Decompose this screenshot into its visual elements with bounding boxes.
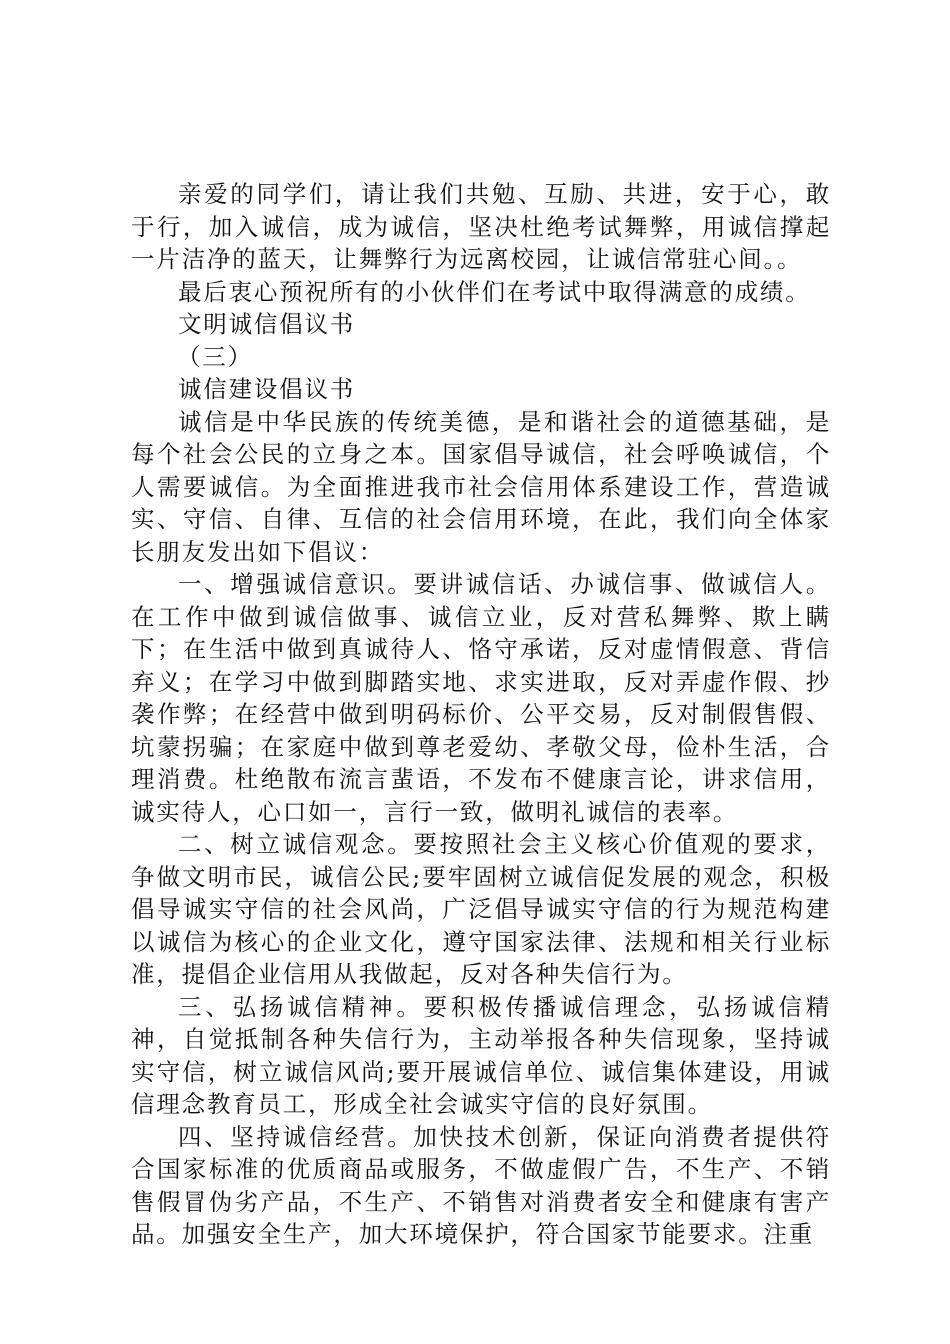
paragraph-point-1: 一、增强诚信意识。要讲诚信话、办诚信事、做诚信人。在工作中做到诚信做事、诚信立业，反对营私舞弊、欺上瞒下；在生活中做到真诚待人、恪守承诺，反对虚情假意、背信弃义；在学习中做到脚踏实地、求实进取，反对弄虚作假、抄袭作弊；在经营中做到明码标价、公平交易，反对制假售假、坑蒙拐骗；在家庭中做到尊老爱幼、孝敬父母，俭朴生活，合理消费。杜绝散布流言蜚语，不发布不健康言论，讲求信用，诚实待人，心口如一，言行一致，做明礼诚信的表率。 xyxy=(131,570,831,826)
paragraph-point-3: 三、弘扬诚信精神。要积极传播诚信理念，弘扬诚信精神，自觉抵制各种失信行为，主动举报各种失信现象，坚持诚实守信，树立诚信风尚;要开展诚信单位、诚信集体建设，用诚信理念教育员工，形成全社会诚实守信的良好氛围。 xyxy=(131,992,831,1118)
paragraph-intro: 诚信是中华民族的传统美德，是和谐社会的道德基础，是每个社会公民的立身之本。国家倡导诚信，社会呼唤诚信，个人需要诚信。为全面推进我市社会信用体系建设工作，营造诚实、守信、自律、互信的社会信用环境，在此，我们向全体家长朋友发出如下倡议： xyxy=(131,407,831,566)
paragraph-closing-appeal: 亲爱的同学们，请让我们共勉、互励、共进，安于心，敢于行，加入诚信，成为诚信，坚决杜绝考试舞弊，用诚信撑起一片洁净的蓝天，让舞弊行为远离校园，让诚信常驻心间。。 xyxy=(131,180,831,273)
section-title: 文明诚信倡议书 xyxy=(178,310,356,338)
paragraph-best-wishes: 最后衷心预祝所有的小伙伴们在考试中取得满意的成绩。 xyxy=(178,277,811,306)
paragraph-point-2: 二、树立诚信观念。要按照社会主义核心价值观的要求，争做文明市民，诚信公民;要牢固树立诚信促发展的观念，积极倡导诚实守信的社会风尚，广泛倡导诚实守信的行为规范构建以诚信为核心的企业文化，遵守国家法律、法规和相关行业标准，提倡企业信用从我做起，反对各种失信行为。 xyxy=(131,830,831,988)
paragraph-point-4: 四、坚持诚信经营。加快技术创新，保证向消费者提供符合国家标准的优质商品或服务，不做虚假广告，不生产、不销售假冒伪劣产品，不生产、不销售对消费者安全和健康有害产品。加强安全生产，加大环境保护，符合国家节能要求。注重 xyxy=(131,1122,831,1248)
section-number: （三） xyxy=(177,342,253,371)
document-body xyxy=(131,178,831,1251)
proposal-title: 诚信建设倡议书 xyxy=(178,375,356,403)
